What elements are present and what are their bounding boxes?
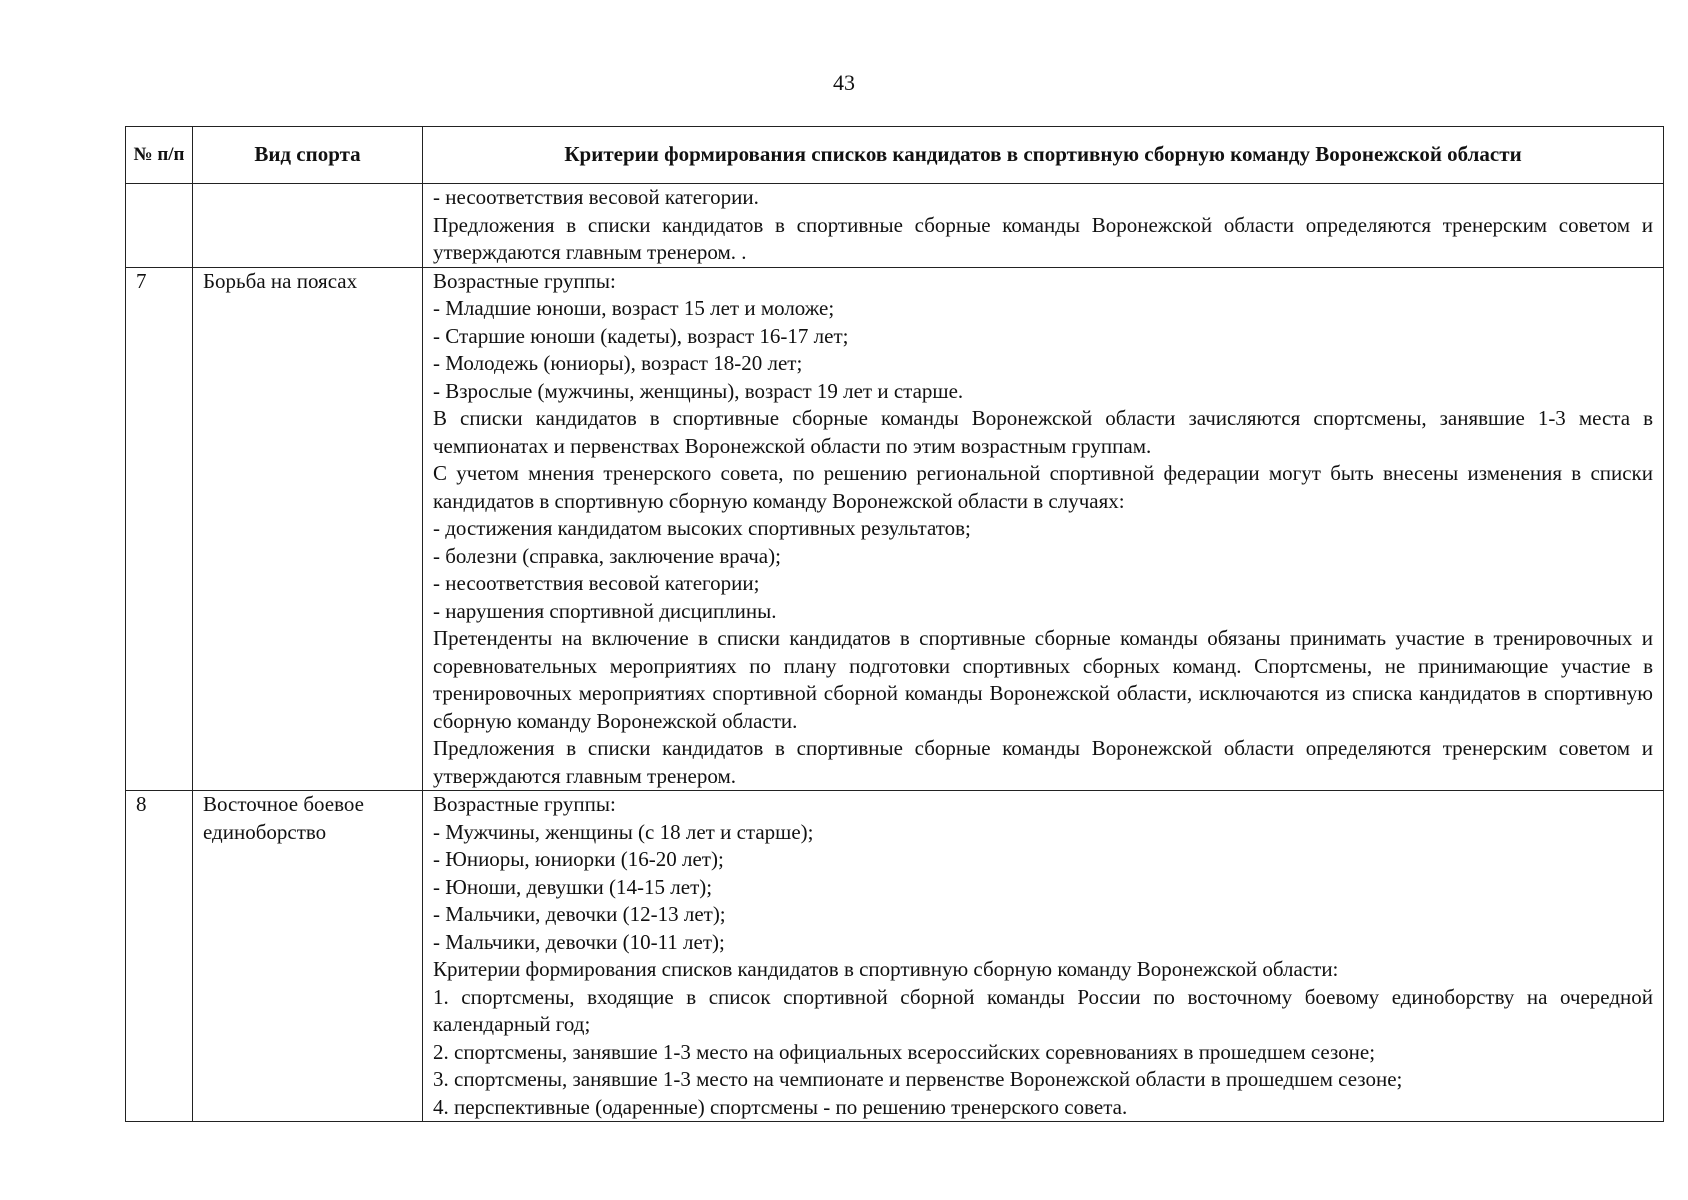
- criteria-paragraph: - Мальчики, девочки (12-13 лет);: [433, 902, 726, 926]
- criteria-paragraph: Предложения в списки кандидатов в спортивные сборные команды Воронежской области определяются тренерским советом и утверждаются главным тренером.: [433, 736, 1653, 788]
- criteria-paragraph: Возрастные группы:: [433, 792, 616, 816]
- row-criteria: [423, 791, 1664, 1122]
- table-body: [126, 184, 1664, 1122]
- criteria-paragraph: 4. перспективные (одаренные) спортсмены - по решению тренерского совета.: [433, 1094, 1128, 1119]
- criteria-paragraph: - достижения кандидатом высоких спортивных результатов;: [433, 516, 971, 540]
- criteria-paragraph: 2. спортсмены, занявшие 1-3 место на официальных всероссийских соревнованиях в прошедшем сезоне;: [433, 1039, 1376, 1064]
- table-row: [126, 267, 1664, 791]
- table-row: [126, 184, 1664, 268]
- header-sport: Вид спорта: [193, 127, 423, 184]
- criteria-paragraph: 1. спортсмены, входящие в список спортивной сборной команды России по восточному боевому единоборству на очередной календарный год;: [433, 984, 1653, 1036]
- criteria-paragraph: - несоответствия весовой категории.: [433, 185, 759, 209]
- row-number: [126, 184, 193, 268]
- criteria-paragraph: Критерии формирования списков кандидатов в спортивную сборную команду Воронежской области:: [433, 957, 1339, 981]
- criteria-paragraph: - Старшие юноши (кадеты), возраст 16-17 лет;: [433, 323, 849, 348]
- row-criteria: [423, 267, 1664, 791]
- criteria-paragraph: Претенденты на включение в списки кандидатов в спортивные сборные команды обязаны принимать участие в тренировочных и соревновательных мероприятиях по плану подготовки спортивных сборных команд. Спортсмены, не принимающие участие в тренировочных мероприятиях спортивной сборной команды Воронежской области, исключаются из списка кандидатов в спортивную сборную команду Воронежской области.: [433, 626, 1653, 733]
- criteria-paragraph: - Юниоры, юниорки (16-20 лет);: [433, 847, 724, 871]
- header-criteria: Критерии формирования списков кандидатов в спортивную сборную команду Воронежской области: [423, 127, 1664, 184]
- criteria-paragraph: - Молодежь (юниоры), возраст 18-20 лет;: [433, 351, 803, 375]
- criteria-paragraph: - Мужчины, женщины (с 18 лет и старше);: [433, 819, 814, 844]
- criteria-paragraph: Возрастные группы:: [433, 268, 616, 293]
- row-number: 8: [126, 791, 193, 1122]
- criteria-paragraph: В списки кандидатов в спортивные сборные команды Воронежской области зачисляются спортсмены, занявшие 1-3 места в чемпионатах и первенствах Воронежской области по этим возрастным группам.: [433, 406, 1653, 458]
- criteria-paragraph: - Юноши, девушки (14-15 лет);: [433, 874, 713, 899]
- row-number: 7: [126, 267, 193, 791]
- page-number: 43: [833, 70, 855, 95]
- row-sport: Восточное боевое единоборство: [193, 791, 423, 1122]
- row-sport: Борьба на поясах: [193, 267, 423, 791]
- criteria-paragraph: - несоответствия весовой категории;: [433, 571, 760, 595]
- criteria-paragraph: - Взрослые (мужчины, женщины), возраст 19 лет и старше.: [433, 378, 964, 403]
- table-row: [126, 791, 1664, 1122]
- criteria-paragraph: - болезни (справка, заключение врача);: [433, 543, 781, 568]
- header-num: № п/п: [126, 127, 193, 184]
- table-header-row: [126, 127, 1664, 184]
- criteria-table: [125, 126, 1664, 1122]
- row-criteria: [423, 184, 1664, 268]
- criteria-paragraph: 3. спортсмены, занявшие 1-3 место на чемпионате и первенстве Воронежской области в прошедшем сезоне;: [433, 1067, 1403, 1091]
- criteria-paragraph: - нарушения спортивной дисциплины.: [433, 598, 777, 623]
- criteria-paragraph: С учетом мнения тренерского совета, по решению региональной спортивной федерации могут быть внесены изменения в списки кандидатов в спортивную сборную команду Воронежской области в случаях:: [433, 461, 1653, 513]
- criteria-paragraph: Предложения в списки кандидатов в спортивные сборные команды Воронежской области определяются тренерским советом и утверждаются главным тренером. .: [433, 212, 1653, 264]
- criteria-paragraph: - Младшие юноши, возраст 15 лет и моложе;: [433, 296, 835, 320]
- row-sport: [193, 184, 423, 268]
- criteria-paragraph: - Мальчики, девочки (10-11 лет);: [433, 929, 725, 954]
